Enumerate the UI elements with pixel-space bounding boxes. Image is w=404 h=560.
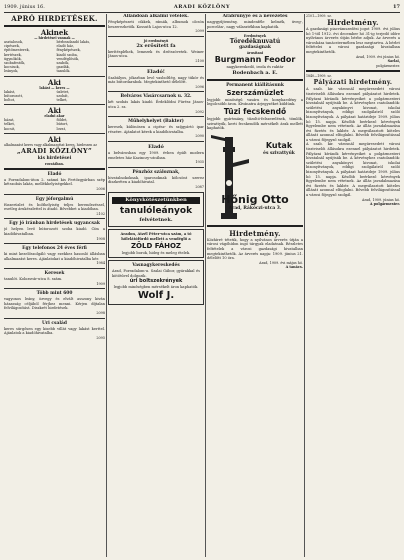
ad-signature: Wolf J.: [137, 290, 175, 302]
brand-subtitle-2: rovatában.: [45, 161, 64, 166]
ad-heading: Egy telefonos 24 éves férfi: [22, 246, 87, 252]
ad-number: 2102: [96, 211, 105, 216]
ad-big-text: Burgmann Feodor: [214, 55, 296, 65]
ad-text: tanulót. Kolozsvár-utca 8. szám.: [4, 276, 63, 281]
column-rule: [106, 14, 107, 557]
framed-ad: [108, 192, 204, 227]
keyword-item: asztalosok,: [4, 40, 23, 44]
ad-signature: A polgármester.: [369, 202, 400, 207]
brand-subtitle: kis hirdetései: [37, 155, 72, 161]
ad-text: kerítéspléhek, lemezek és drótszövetek. Weiner János-utca.: [108, 49, 204, 59]
divider: [4, 25, 105, 27]
ad-text: legjobb minőségű vasáru és konyhaedény a legolcsóbb áron. Kívánatra árjegyzéket küldünk.: [207, 97, 303, 107]
column-rule: [304, 14, 305, 557]
subheading: Aki: [48, 77, 61, 87]
keyword-item: kocsit,: [4, 126, 16, 131]
ad-heading: Több mint 600: [36, 291, 73, 297]
page-header: [4, 3, 400, 13]
column-3: [207, 14, 303, 557]
divider: [4, 218, 105, 219]
keyword-item: kiadó szoba,: [56, 52, 78, 57]
ad-text: A gazdasági piacvámszedési jogot 1909. évi július hó 1-től 1912. évi december hó 31-ig terjedő időre nyilvános árverés útján bérbe adjuk. Az árverés a városháza tanácstermében lesz megtartva. A bérlet feltételei a városi gazdasági hivatalban megtekinthetők.: [306, 27, 400, 54]
ad-text: ki mint kezelőszolgáló vagy ezekhez hasonló állásban alkalmazást keres. Ajánlatokat a kiadóhivatalba kér.: [4, 252, 105, 261]
divider: [4, 288, 105, 289]
divider: [108, 36, 204, 37]
ad-text: jó helyen levő bútorozott szoba kiadó. Cím a kiadóhivatalban.: [4, 227, 105, 236]
ad-big-text: Töredéknuvatú: [229, 38, 281, 46]
keyword-item: tanulók.: [56, 69, 71, 74]
ad-heading: Eladó: [148, 143, 164, 150]
framed-ad: [108, 229, 204, 258]
divider: [207, 79, 303, 81]
ad-number: 1984: [96, 261, 105, 266]
framed-ad: [108, 260, 204, 305]
divider: [4, 76, 105, 77]
ad-signature: A tanács.: [285, 265, 303, 270]
column-rule: [205, 14, 206, 557]
ad-heading: Eladó!: [147, 68, 165, 75]
keyword-item: boltot,: [4, 98, 16, 103]
ad-heading: Egy jóforgalmú: [35, 196, 74, 202]
ad-text: legjobb borok, hideg és meleg ételek.: [121, 250, 191, 255]
subheading-note: eladni akar: [44, 114, 65, 119]
ad-text: vagyonos leány, özvegy és elvált asszony kiván házasság céljából férjhez menni. Kérjen díjtalan felvilágosítást. Diszkrét hirdetések.: [4, 297, 105, 311]
keyword-grid: [4, 40, 105, 74]
divider: [4, 133, 105, 134]
ad-address: Bodenbach a. E.: [232, 69, 278, 76]
ad-big-text: Szerszámüzlet: [226, 88, 284, 97]
keyword-item: lovat,: [56, 126, 67, 131]
ad-text: Aradon, Atzél Péter-utca szám, a tó hőlelátófürdő mellett a vendéglő a: [120, 232, 192, 242]
ad-heading: Keresek: [44, 270, 65, 276]
keyword-item: házat,: [4, 118, 15, 123]
divider: [4, 104, 105, 105]
ad-heading: Vasnagykereskedés: [132, 263, 180, 269]
keyword-item: telket,: [56, 98, 68, 103]
ad-heading: Egy jó iránban hirdetések ugyancsak: [9, 221, 100, 227]
ad-text: hivatalnokoknak, iparosoknak kölcsönt szerez diszkréten a kiadóhivatal.: [108, 175, 204, 185]
ad-text: alkalmazást keres vagy alkalmazottat keres, hirdessen az: [4, 142, 97, 147]
ad-sub: felvétetnek.: [139, 217, 173, 224]
ad-number: 2087: [195, 184, 204, 189]
ad-number: 1908: [96, 236, 105, 241]
ad-heading: Arabrunyye és a nevezetes: [222, 14, 288, 19]
ad-big-text: tanulóleányok: [119, 206, 193, 217]
column-4: [306, 14, 400, 557]
divider: [4, 318, 105, 319]
keyword-item: építőmesterek,: [4, 48, 30, 53]
ad-heading: Belváros Vásárcsarnok u. 32.: [120, 94, 192, 100]
keyword-item: gazdák,: [56, 65, 70, 70]
subheading: Akinek: [40, 28, 69, 37]
header-title: ARADI KÖZLÖNY: [173, 4, 231, 10]
subheading: Aki: [48, 106, 61, 116]
divider: [207, 31, 303, 32]
ad-number: 2095: [96, 335, 105, 340]
ad-signature: polgármester.: [376, 63, 400, 68]
ad-big-text: Tüzi fecskendő: [223, 106, 287, 116]
ad-text: nagykereskedő, iroda és raktár: [226, 65, 284, 70]
ad-heading: Hirdetmény.: [327, 18, 379, 27]
keyword-item: üzletet,: [56, 89, 70, 94]
keyword-item: fényképészek,: [56, 48, 81, 53]
ad-reference: 1840—1909. sz.: [306, 74, 332, 79]
keyword-grid: [4, 118, 105, 131]
ad-text: legjobb gyártmány, tűzoltó-felszerelések, tömlők, szivattyúk, kerti fecskendők mérsékelt árak mellett kaphatók.: [207, 116, 303, 131]
ad-text: füszerüzlet és bolthelyiség teljes berendezéssel, esetleg árukészlettel is átadó. Bővebbet a kiadóban.: [4, 202, 105, 212]
keyword-item: szobafestők,: [4, 61, 26, 66]
keyword-item: telket,: [4, 122, 15, 127]
divider: [108, 66, 204, 67]
divider: [306, 70, 400, 72]
ad-big-text: ZÖLD FÁHOZ: [130, 241, 181, 250]
keyword-item: vendéglősök,: [56, 56, 79, 61]
divider: [4, 194, 105, 195]
ad-big-text: Hőnig Otto: [221, 192, 289, 206]
brand-title: „ARADI KÖZLÖNY”: [16, 146, 93, 155]
ad-number: 1935: [195, 160, 204, 165]
ad-big-text: úri boltszekrények: [129, 278, 183, 285]
keyword-item: cipészek,: [4, 44, 20, 49]
ad-heading: Eredmények: [243, 34, 267, 39]
ad-sub: árusítani: [246, 51, 264, 56]
keyword-item: kertészek,: [4, 52, 22, 57]
keyword-grid: [4, 90, 105, 103]
ad-heading: Permanent kiállításunk: [226, 82, 284, 88]
ad-text: Szabályos, jókarban levő vasboltlég, nagy tükör és más bútordarabok. Megtekinthető délelőtt.: [108, 75, 204, 85]
ad-number: 2098: [96, 310, 105, 315]
divider: [108, 167, 204, 168]
ad-text: A szab. kir. városnál megüresedett városi tisztviselői állásokra ezennel pályázatot hirdetek. Pályázni kívánók kérvényeiket a polgármesteri hivatalnál nyújtsák be. A kérvényhez csatolandók: születési anyakönyvi kivonat, iskolai bizonyítványok, eddigi szolgálatról szóló bizonyítványok. A pályázat határideje 1909. július hó 15. napja. Később beérkező kérvények figyelembe nem vétetnek. Az állás javadalmazása évi fizetés és lakbér. A megválasztott köteles állását azonnal elfoglalni. Bővebb felvilágosítással a városi főjegyző szolgál.: [306, 142, 400, 197]
ad-heading: Pályázati hirdetmény.: [313, 79, 393, 87]
ad-number: 2099: [195, 29, 204, 34]
ad-heading: Hirdetmény.: [229, 228, 281, 238]
keyword-item: leányok,: [4, 69, 19, 74]
column-1: [4, 14, 105, 557]
divider: [4, 243, 105, 244]
ad-heading: Kutak: [265, 140, 293, 150]
ad-heading: Pénzhöz száloznak,: [132, 169, 180, 175]
ad-signature: Arad, 1909. évi június hó.: [355, 54, 400, 59]
ad-banner: Könyvkötészetünkben: [112, 197, 200, 204]
ad-text: Közhírré tétetik, hogy a nyilvános árverés útján a városi vágóhídon ingó tárgyak eladatnak. Részletes feltételek a városi gazdasági hivatalban megtekinthetők. Az árverés napja: 1909. június 21. délelőtt 10 óra.: [207, 237, 303, 261]
keyword-item: szobát,: [56, 93, 69, 98]
keyword-item: ügynökök,: [4, 56, 22, 61]
ad-number: 2096: [195, 84, 204, 89]
ad-text: Fényképészeti cikkek, rámák, albumok olcsón beszerezhetők. Kossuth Lajos-utca 12.: [108, 20, 204, 29]
ad-sub: gazdaságnak: [239, 45, 271, 51]
keyword-item: kocsisok,: [4, 65, 20, 70]
keyword-item: bútort,: [56, 122, 69, 127]
ad-signature: Arad, 1909. június hó.: [362, 197, 400, 202]
ad-text: legjobb minőségben mérsékelt áron kaphatók.: [113, 285, 199, 290]
column-2: [108, 14, 204, 557]
divider: [207, 225, 303, 227]
pump-ad: [207, 131, 303, 223]
ad-number: 2092: [195, 109, 204, 114]
keyword-item: eladó ház,: [56, 44, 74, 49]
ad-signature: Sarlai,: [387, 59, 400, 64]
divider: [108, 141, 204, 142]
ad-text: nagygyűjtemény, mindenféle kelmék, üveg-, porcelán-, nagy választékban kaphatók.: [207, 20, 303, 29]
ad-address: Arad, Rákóczi-utca 3.: [228, 205, 282, 211]
subheading-note: — hirdetései vannak —: [34, 36, 75, 40]
ad-heading: Műhelyhelyet (Bakter): [128, 119, 184, 125]
ad-heading: Eladó: [47, 171, 62, 177]
ad-number: 1909: [96, 281, 105, 286]
divider: [4, 168, 105, 170]
ad-number: 2006: [96, 187, 105, 192]
subheading: Aki: [48, 134, 61, 144]
keyword-item: bútorozott,: [4, 93, 24, 98]
ad-heading: Uri család: [42, 320, 67, 326]
ad-heading: Jó eredményü: [143, 38, 169, 43]
ad-text: keres sürgősen egy kisebb villát vagy lakást kerttel. Ajánlatok a kiadóhivatalba.: [4, 326, 105, 336]
section-title: APRÓ HIRDETÉSEK.: [11, 14, 98, 23]
keyword-item: bérbeadandó lakás,: [56, 40, 91, 44]
ad-number: 2090: [195, 134, 204, 139]
ad-heading: 2x erősített fa: [136, 42, 176, 49]
ad-sub: és szivattyúk: [263, 150, 295, 156]
ad-signature: Arad, 1909. évi május hó.: [259, 260, 303, 265]
divider: [108, 116, 204, 117]
ad-text: Arad, Forradalom-u. Szalai Gábor, gyárakkal és kötőtűvel dolgozik.: [112, 269, 200, 278]
ad-number: 2100: [195, 58, 204, 63]
ad-text: A szab. kir. városnál megüresedett városi tisztviselői állásokra ezennel pályázatot hirdetek. Pályázni kívánók kérvényeiket a polgármesteri hivatalnál nyújtsák be. A kérvényhez csatolandók: születési anyakönyvi kivonat, iskolai bizonyítványok, eddigi szolgálatról szóló bizonyítványok. A pályázat határideje 1909. július hó 15. napja. Később beérkező kérvények figyelembe nem vétetnek. Az állás javadalmazása évi fizetés és lakbér. A megválasztott köteles állását azonnal elfoglalni. Bővebb felvilágosítással a városi főjegyző szolgál.: [306, 87, 400, 142]
divider: [4, 268, 105, 269]
ad-text: a belvárosban egy 1909. évben épült modern emeletes ház Kazinczy-utcában.: [108, 150, 204, 160]
ad-text: keresek, különösen a cipész- és szíjgyártó ipar részére. Ajánlatot kérek a kiadóhivatalba.: [108, 125, 204, 134]
keyword-item: földet,: [56, 118, 68, 123]
ad-reference: 2101—1909. sz.: [306, 14, 332, 18]
header-date: 1909. június 16.: [4, 4, 45, 10]
ad-heading: Állandóan alkalmi vételek.: [123, 14, 189, 19]
divider: [108, 91, 204, 92]
ad-text: két szobás lakás kiadó. Érdeklődni Fürész János-utca 2. sz.: [108, 100, 204, 109]
keyword-item: lakást,: [4, 89, 16, 94]
subheading-note: lakást — keres —: [39, 85, 70, 90]
ad-text: a Forradalom-úton 2. számú kis Fertőzgyárban szép kétszobás lakás, mellékhelyiségekkel.: [4, 177, 105, 187]
page-number: 17: [393, 4, 400, 10]
keyword-item: szabók,: [56, 61, 70, 66]
